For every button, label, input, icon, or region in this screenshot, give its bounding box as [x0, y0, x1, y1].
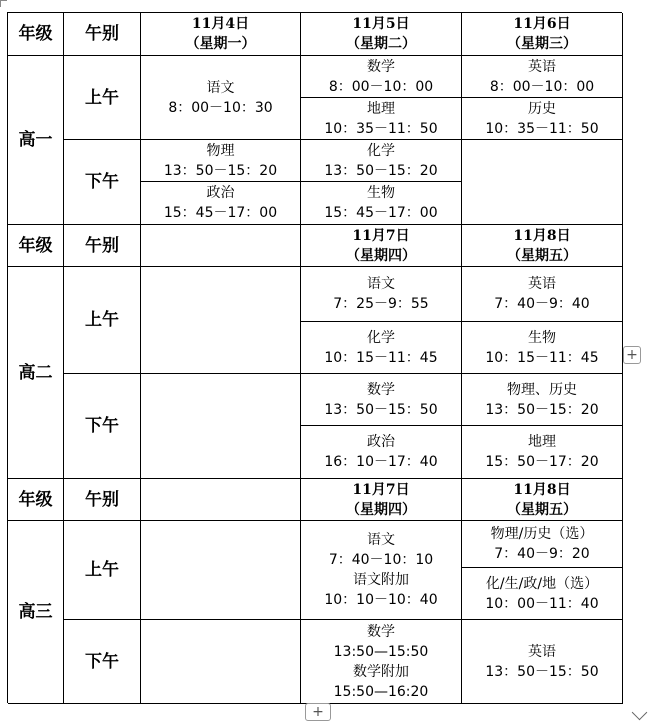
exam-cell: 历史 10：35－11：50	[462, 98, 623, 140]
exam-cell: 英语 7：40－9：40	[462, 267, 623, 322]
header-grade: 年级	[8, 225, 64, 267]
exam-cell: 英语 13：50－15：50	[462, 620, 623, 704]
exam-cell: 数学 8：00－10：00	[301, 56, 462, 98]
grade-gaosan: 高三	[8, 521, 64, 704]
period-pm: 下午	[64, 140, 141, 225]
header-day-nov7: 11月7日 （星期四）	[301, 479, 462, 521]
empty-cell	[141, 225, 301, 267]
header-grade: 年级	[8, 13, 64, 56]
exam-cell: 语文 8：00－10：30	[141, 56, 301, 140]
exam-cell: 英语 8：00－10：00	[462, 56, 623, 98]
period-am: 上午	[64, 521, 141, 620]
grade-gaoyi: 高一	[8, 56, 64, 225]
header-day-nov8: 11月8日 （星期五）	[462, 479, 623, 521]
exam-cell: 物理、历史 13：50－15：20	[462, 374, 623, 426]
empty-cell	[141, 620, 301, 704]
add-row-button[interactable]: +	[305, 703, 331, 721]
exam-cell: 物理 13：50－15：20	[141, 140, 301, 182]
exam-cell: 语文 7：40－10：10 语文附加 10：10－10：40	[301, 521, 462, 620]
exam-schedule-table	[7, 12, 622, 703]
exam-cell: 物理/历史（选） 7：40－9：20	[462, 521, 623, 568]
period-am: 上午	[64, 267, 141, 374]
exam-cell: 地理 10：35－11：50	[301, 98, 462, 140]
exam-cell: 化/生/政/地（选） 10：00－11：40	[462, 568, 623, 620]
header-period: 午别	[64, 479, 141, 521]
header-period: 午别	[64, 225, 141, 267]
exam-cell: 化学 10：15－11：45	[301, 322, 462, 374]
exam-cell: 语文 7：25－9：55	[301, 267, 462, 322]
header-day-nov4: 11月4日 （星期一）	[141, 13, 301, 56]
exam-cell: 政治 16：10－17：40	[301, 426, 462, 479]
exam-cell: 化学 13：50－15：20	[301, 140, 462, 182]
exam-cell: 政治 15：45－17：00	[141, 182, 301, 225]
empty-cell	[141, 521, 301, 620]
exam-cell: 生物 10：15－11：45	[462, 322, 623, 374]
period-pm: 下午	[64, 620, 141, 704]
exam-cell: 数学 13：50－15：50	[301, 374, 462, 426]
exam-cell: 数学 13:50—15:50 数学附加 15:50—16:20	[301, 620, 462, 704]
exam-cell: 地理 15：50－17：20	[462, 426, 623, 479]
empty-cell	[462, 140, 623, 225]
add-column-button[interactable]: +	[623, 346, 641, 364]
grade-gaoer: 高二	[8, 267, 64, 479]
header-day-nov6: 11月6日 （星期三）	[462, 13, 623, 56]
header-grade: 年级	[8, 479, 64, 521]
header-day-nov8: 11月8日 （星期五）	[462, 225, 623, 267]
period-pm: 下午	[64, 374, 141, 479]
corner-mark	[0, 0, 7, 7]
exam-cell: 生物 15：45－17：00	[301, 182, 462, 225]
header-day-nov7: 11月7日 （星期四）	[301, 225, 462, 267]
empty-cell	[141, 267, 301, 374]
empty-cell	[141, 479, 301, 521]
header-period: 午别	[64, 13, 141, 56]
header-day-nov5: 11月5日 （星期二）	[301, 13, 462, 56]
resize-handle-icon[interactable]	[634, 707, 644, 717]
period-am: 上午	[64, 56, 141, 140]
empty-cell	[141, 374, 301, 479]
